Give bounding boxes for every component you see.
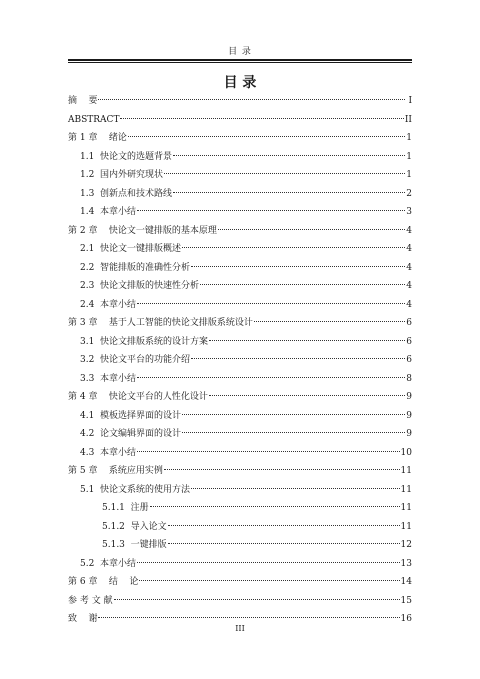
toc-entry-page: 12	[400, 540, 412, 550]
toc-entry-label: 1.1 快论文的选题背景	[80, 151, 173, 162]
toc-entry-page: 10	[400, 447, 412, 458]
toc-entry-page: 4	[406, 244, 412, 254]
table-of-contents	[68, 92, 412, 629]
page-number: III	[235, 624, 245, 633]
toc-entry-label: 2.4 本章小结	[80, 299, 137, 310]
toc-dot-leader	[137, 377, 405, 378]
toc-entry[interactable]	[68, 425, 412, 444]
toc-entry-page: 2	[406, 188, 412, 199]
toc-dot-leader	[173, 192, 405, 193]
toc-dot-leader	[168, 525, 400, 526]
toc-entry[interactable]	[68, 499, 412, 518]
toc-entry-page: 6	[406, 336, 412, 347]
toc-entry-page: 1	[406, 133, 412, 143]
toc-entry-label: 5.1.1 注册	[102, 503, 149, 513]
toc-dot-leader	[173, 155, 405, 156]
toc-dot-leader	[191, 358, 405, 359]
toc-entry[interactable]	[68, 407, 412, 426]
toc-entry-page: 4	[406, 225, 412, 236]
toc-entry[interactable]	[68, 296, 412, 315]
toc-entry-page: 14	[400, 577, 412, 587]
toc-dot-leader	[182, 432, 405, 433]
toc-entry-page: 9	[406, 392, 412, 402]
toc-entry[interactable]	[68, 388, 412, 407]
toc-dot-leader	[150, 506, 400, 507]
toc-dot-leader	[218, 229, 405, 230]
toc-dot-leader	[191, 266, 405, 267]
toc-entry[interactable]	[68, 314, 412, 333]
toc-dot-leader	[114, 599, 400, 600]
toc-entry-page: 13	[400, 558, 412, 569]
toc-entry[interactable]	[68, 333, 412, 352]
toc-entry[interactable]	[68, 481, 412, 500]
toc-entry-page: 9	[406, 429, 412, 439]
toc-dot-leader	[182, 247, 405, 248]
toc-entry-page: 4	[406, 262, 412, 273]
toc-entry[interactable]	[68, 370, 412, 389]
toc-dot-leader	[137, 210, 405, 211]
toc-entry[interactable]	[68, 111, 412, 130]
toc-entry-label: 5.1.2 导入论文	[102, 521, 167, 532]
header-rule-thin	[68, 62, 412, 63]
toc-entry-page: 16	[400, 614, 412, 624]
toc-entry[interactable]	[68, 259, 412, 278]
toc-entry[interactable]	[68, 185, 412, 204]
toc-entry-label: 第 3 章 基于人工智能的快论文排版系统设计	[68, 318, 253, 328]
toc-entry-label: 5.2 本章小结	[80, 558, 137, 569]
toc-entry-label: 3.2 快论文平台的功能介绍	[80, 355, 191, 365]
toc-entry[interactable]	[68, 573, 412, 592]
toc-entry-label: 第 1 章 绪论	[68, 133, 127, 143]
toc-entry-label: 1.3 创新点和技术路线	[80, 188, 173, 199]
toc-dot-leader	[98, 617, 399, 618]
toc-dot-leader	[137, 562, 400, 563]
toc-entry-page: 8	[406, 373, 412, 384]
toc-dot-leader	[209, 395, 405, 396]
toc-dot-leader	[209, 340, 405, 341]
toc-dot-leader	[254, 321, 405, 322]
toc-entry[interactable]	[68, 351, 412, 370]
toc-entry-label: 4.2 论文编辑界面的设计	[80, 429, 182, 439]
toc-entry-label: 第 4 章 快论文平台的人性化设计	[68, 392, 208, 402]
toc-entry-page: 1	[406, 151, 412, 162]
toc-dot-leader	[137, 451, 400, 452]
toc-dot-leader	[120, 118, 403, 119]
toc-entry-label: 第 5 章 系统应用实例	[68, 466, 163, 476]
toc-dot-leader	[191, 488, 400, 489]
toc-entry-label: 1.4 本章小结	[80, 207, 137, 217]
toc-entry-label: 5.1 快论文系统的使用方法	[80, 484, 191, 495]
toc-entry-label: 参 考 文 献	[68, 595, 113, 606]
toc-entry-label: 2.1 快论文一键排版概述	[80, 244, 182, 254]
toc-entry-page: 11	[400, 521, 412, 532]
toc-entry-page: 15	[400, 595, 412, 606]
toc-entry-page: 4	[406, 299, 412, 310]
toc-entry-page: 3	[406, 207, 412, 217]
toc-entry-label: 4.1 模板选择界面的设计	[80, 410, 182, 421]
toc-entry[interactable]	[68, 148, 412, 167]
running-header: 目 录	[228, 47, 252, 57]
toc-entry-label: 3.1 快论文排版系统的设计方案	[80, 336, 209, 347]
toc-entry-label: 5.1.3 一键排版	[102, 540, 167, 550]
toc-entry-page: 4	[406, 281, 412, 291]
toc-entry[interactable]	[68, 592, 412, 611]
toc-dot-leader	[164, 469, 400, 470]
toc-entry[interactable]	[68, 462, 412, 481]
toc-entry[interactable]	[68, 240, 412, 259]
toc-entry-label: ABSTRACT	[68, 114, 120, 125]
toc-entry-label: 2.3 快论文排版的快速性分析	[80, 281, 200, 291]
toc-entry-page: 11	[400, 503, 412, 513]
toc-entry-page: 1	[406, 170, 412, 180]
toc-entry-page: 9	[406, 410, 412, 421]
toc-entry-label: 2.2 智能排版的准确性分析	[80, 262, 191, 273]
toc-entry[interactable]	[68, 277, 412, 296]
toc-dot-leader	[128, 136, 405, 137]
toc-entry[interactable]	[68, 166, 412, 185]
toc-entry-label: 3.3 本章小结	[80, 373, 137, 384]
toc-dot-leader	[139, 580, 399, 581]
toc-dot-leader	[182, 414, 405, 415]
toc-entry-label: 4.3 本章小结	[80, 447, 137, 458]
toc-entry-page: 11	[400, 466, 412, 476]
toc-dot-leader	[200, 284, 405, 285]
toc-entry-label: 1.2 国内外研究现状	[80, 170, 164, 180]
toc-entry[interactable]	[68, 555, 412, 574]
toc-title: 目 录	[223, 75, 257, 91]
toc-entry[interactable]	[68, 203, 412, 222]
toc-entry[interactable]	[68, 92, 412, 111]
toc-entry[interactable]	[68, 222, 412, 241]
toc-dot-leader	[164, 173, 405, 174]
toc-entry-label: 第 2 章 快论文一键排版的基本原理	[68, 225, 217, 236]
toc-dot-leader	[137, 303, 405, 304]
toc-entry-label: 致 谢	[68, 614, 98, 624]
toc-entry[interactable]	[68, 536, 412, 555]
toc-entry-page: 6	[406, 355, 412, 365]
toc-dot-leader	[98, 99, 405, 100]
toc-entry-page: II	[404, 114, 412, 125]
toc-entry[interactable]	[68, 129, 412, 148]
toc-entry-label: 摘 要	[68, 96, 98, 106]
toc-entry-page: 6	[406, 318, 412, 328]
toc-entry-label: 第 6 章 结 论	[68, 577, 139, 587]
toc-entry[interactable]	[68, 518, 412, 537]
header-rule-thick	[68, 59, 412, 61]
toc-entry-page: 11	[400, 484, 412, 495]
toc-dot-leader	[168, 543, 400, 544]
toc-entry[interactable]	[68, 444, 412, 463]
toc-entry-page: I	[408, 96, 412, 106]
